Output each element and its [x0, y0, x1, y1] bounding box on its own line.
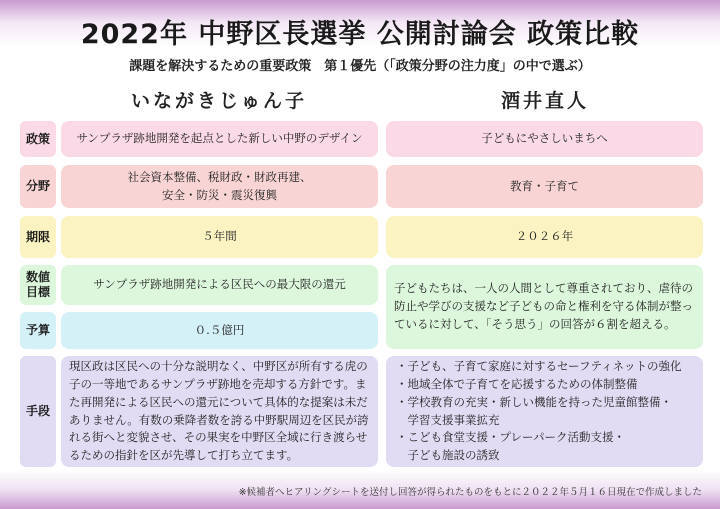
row-label-period: 期限: [20, 216, 56, 258]
candidate-a-field-line2: 安全・防災・震災復興: [162, 187, 277, 202]
row-label-means: 手段: [20, 356, 56, 467]
candidate-a-period: ５年間: [61, 216, 378, 258]
candidate-b-target-budget: [386, 265, 703, 349]
candidate-b-means-item: ・地域全体で子育てを応援するための体制整備: [396, 376, 638, 391]
row-label-policy: 政策: [20, 121, 56, 157]
candidate-a-means: [61, 356, 378, 467]
page-subtitle: 課題を解決するための重要政策 第１優先（「政策分野の注力度」の中で選ぶ）: [129, 59, 591, 74]
candidate-b-means-item: 子ども施設の誘致: [396, 448, 500, 463]
candidate-a-policy: サンプラザ跡地開発を起点とした新しい中野のデザイン: [61, 121, 378, 157]
row-label-target-line1: 数値: [25, 270, 50, 284]
candidate-a-field: [61, 165, 378, 208]
footnote: ※候補者へヒアリングシートを送付し回答が得られたものをもとに２０２２年５月１６日現在で作成しました: [238, 487, 702, 498]
row-label-budget: 予算: [20, 312, 56, 349]
candidate-b-name: 酒井直人: [500, 90, 589, 112]
row-label-field: 分野: [20, 165, 56, 208]
candidate-a-budget: ０.５億円: [61, 312, 378, 349]
candidate-b-means-item: ・子ども、子育て家庭に対するセーフティネットの強化: [396, 359, 682, 374]
row-label-target-line2: 目標: [25, 285, 50, 299]
candidate-b-means: [386, 356, 703, 467]
candidate-b-policy: 子どもにやさしいまちへ: [386, 121, 703, 157]
candidate-b-means-item: 学習支援事業拡充: [396, 412, 500, 427]
candidate-a-field-line1: 社会資本整備、税財政・財政再建、: [127, 170, 312, 185]
candidate-a-means-text: 現区政は区民への十分な説明なく、中野区が所有する虎の子の一等地であるサンプラザ跡地を売却する方針です。また再開発による区民への還元について具体的な提案は未だありません。有数の乗降者数を誇る中野駅周辺を区民が誇れる街へと変貌させ、その果実を中野区全域に行き渡らせるための指針を区が先導して打ち立てます。: [69, 359, 369, 463]
candidate-b-means-item: ・学校教育の充実・新しい機能を持った児童館整備・: [396, 394, 672, 409]
candidate-a-name: いながきじゅん子: [130, 90, 307, 112]
candidate-a-target: サンプラザ跡地開発による区民への最大限の還元: [61, 265, 378, 305]
row-label-target: [20, 265, 56, 305]
candidate-b-means-item: ・こども食堂支援・プレーパーク活動支援・: [396, 430, 625, 445]
candidate-b-field: 教育・子育て: [386, 165, 703, 208]
page-title: 2022年 中野区長選挙 公開討論会 政策比較: [80, 19, 640, 50]
candidate-b-target-text: 子どもたちは、一人の人間として尊重されており、虐待の防止や学びの支援など子どもの命と権利を守る体制が整っているに対して、「そう思う」の回答が６割を超える。: [394, 281, 693, 331]
candidate-b-period: ２０２６年: [386, 216, 703, 258]
